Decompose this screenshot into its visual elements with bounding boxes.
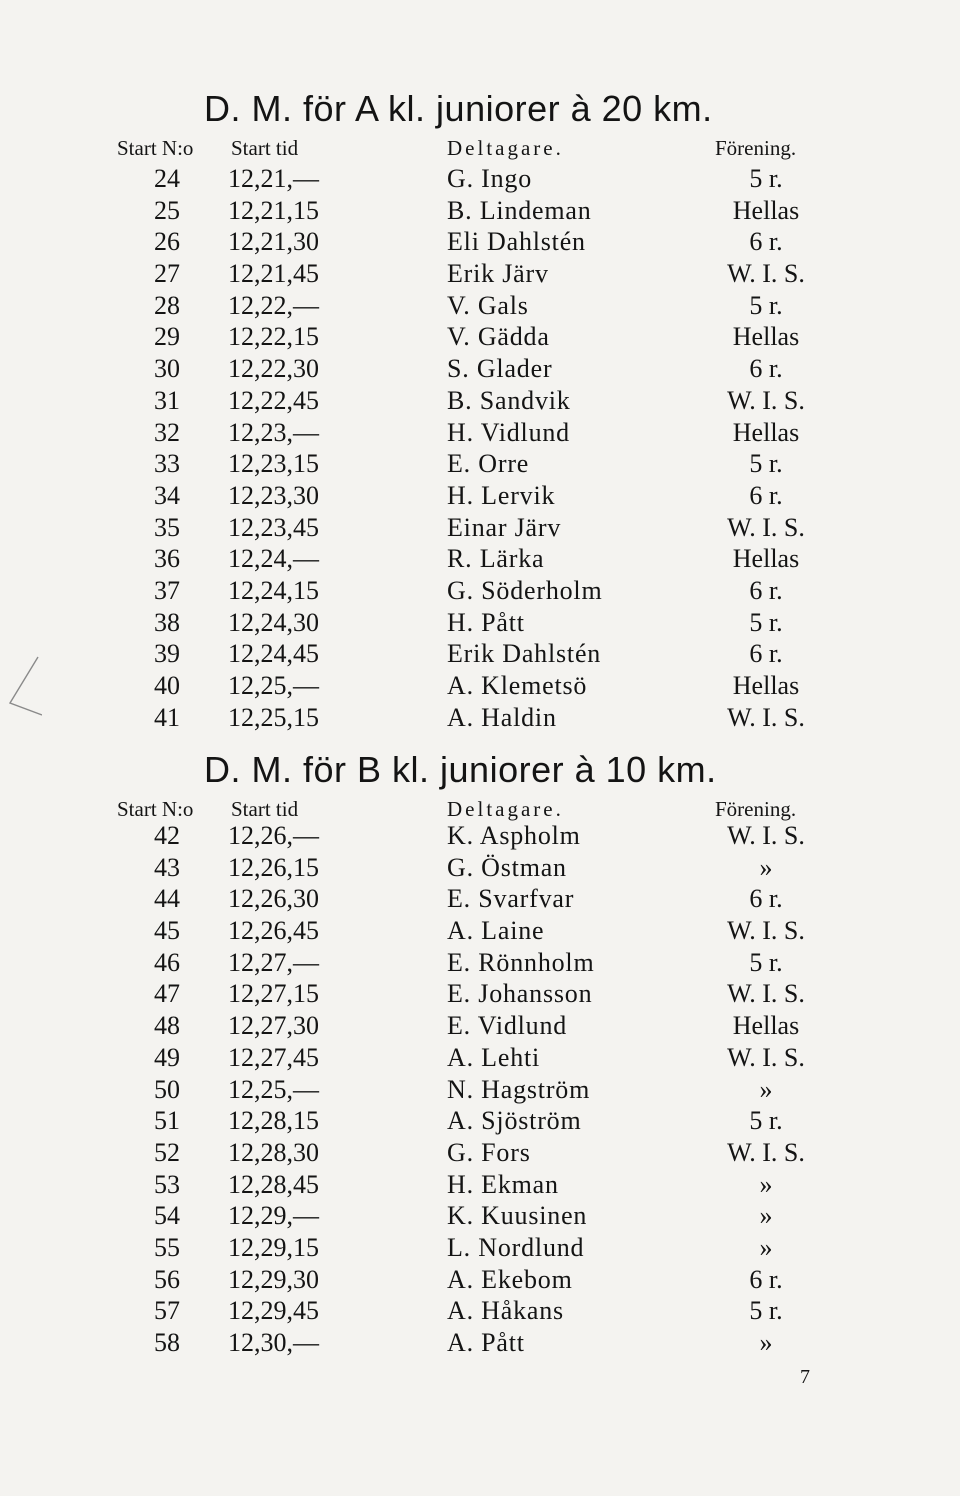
cell-deltagare: E. Svarfvar xyxy=(447,884,575,914)
table-row xyxy=(0,852,960,884)
cell-forening: 6 r. xyxy=(749,480,783,510)
table-row xyxy=(0,978,960,1010)
cell-forening: 5 r. xyxy=(749,1296,783,1326)
cell-deltagare: E. Rönnholm xyxy=(447,947,595,977)
cell-start-no: 44 xyxy=(154,884,180,914)
cell-deltagare: Erik Dahlstén xyxy=(447,639,602,669)
cell-deltagare: A. Klemetsö xyxy=(447,671,588,700)
cell-forening: Hellas xyxy=(732,417,800,447)
cell-forening: W. I. S. xyxy=(727,821,805,850)
cell-start-tid: 12,26,45 xyxy=(228,916,319,946)
table-row xyxy=(0,417,960,449)
cell-start-no: 32 xyxy=(154,417,180,447)
cell-deltagare: B. Lindeman xyxy=(447,195,592,225)
cell-forening: W. I. S. xyxy=(727,259,805,289)
cell-deltagare: G. Östman xyxy=(447,852,567,882)
cell-forening: W. I. S. xyxy=(727,979,805,1009)
cell-forening: 5 r. xyxy=(749,947,783,977)
cell-start-tid: 12,21,30 xyxy=(228,227,319,257)
cell-start-tid: 12,21,45 xyxy=(228,259,319,289)
cell-start-no: 40 xyxy=(154,671,180,700)
cell-start-tid: 12,25,— xyxy=(228,1074,319,1104)
table-row xyxy=(0,290,960,322)
cell-start-no: 35 xyxy=(154,512,180,542)
cell-forening: » xyxy=(759,1169,773,1199)
table-row xyxy=(0,702,960,734)
cell-deltagare: N. Hagström xyxy=(447,1074,591,1104)
header-start-no: Start N:o xyxy=(117,797,194,821)
cell-start-no: 27 xyxy=(154,259,180,289)
cell-start-tid: 12,21,15 xyxy=(228,195,319,225)
cell-start-no: 49 xyxy=(154,1042,180,1072)
cell-forening: W. I. S. xyxy=(727,916,805,946)
table-row xyxy=(0,163,960,195)
section-a-rows xyxy=(0,163,960,733)
cell-start-no: 36 xyxy=(154,544,180,574)
cell-start-tid: 12,22,45 xyxy=(228,385,319,415)
cell-start-tid: 12,22,30 xyxy=(228,354,319,384)
cell-start-tid: 12,24,30 xyxy=(228,607,319,637)
cell-start-tid: 12,25,15 xyxy=(228,702,319,732)
cell-start-tid: 12,24,— xyxy=(228,544,319,574)
cell-forening: 6 r. xyxy=(749,354,783,384)
cell-forening: 6 r. xyxy=(749,1264,783,1294)
table-row xyxy=(0,543,960,575)
page-number: 7 xyxy=(800,1366,810,1388)
table-row xyxy=(0,258,960,290)
table-row xyxy=(0,575,960,607)
cell-forening: 5 r. xyxy=(749,1106,783,1136)
header-start-no: Start N:o xyxy=(117,136,194,160)
cell-start-no: 42 xyxy=(154,821,180,850)
cell-start-no: 25 xyxy=(154,195,180,225)
table-row xyxy=(0,1105,960,1137)
table-row xyxy=(0,385,960,417)
table-row xyxy=(0,512,960,544)
table-row xyxy=(0,1169,960,1201)
cell-deltagare: A. Laine xyxy=(447,916,545,946)
table-row xyxy=(0,883,960,915)
cell-start-no: 53 xyxy=(154,1169,180,1199)
section-b-title: D. M. för B kl. juniorer à 10 km. xyxy=(204,749,717,790)
cell-deltagare: Erik Järv xyxy=(447,259,549,289)
table-row xyxy=(0,480,960,512)
cell-deltagare: H. Vidlund xyxy=(447,417,570,447)
cell-start-tid: 12,28,15 xyxy=(228,1106,319,1136)
cell-deltagare: Einar Järv xyxy=(447,512,562,542)
cell-forening: » xyxy=(759,852,773,882)
table-row xyxy=(0,226,960,258)
cell-start-no: 34 xyxy=(154,480,180,510)
cell-start-tid: 12,22,15 xyxy=(228,322,319,352)
cell-deltagare: K. Kuusinen xyxy=(447,1201,588,1231)
table-row xyxy=(0,195,960,227)
cell-forening: 6 r. xyxy=(749,575,783,605)
cell-start-no: 31 xyxy=(154,385,180,415)
cell-deltagare: G. Söderholm xyxy=(447,575,603,605)
table-row xyxy=(0,1327,960,1359)
cell-start-tid: 12,29,45 xyxy=(228,1296,319,1326)
cell-start-tid: 12,28,45 xyxy=(228,1169,319,1199)
cell-deltagare: G. Ingo xyxy=(447,164,533,193)
cell-deltagare: B. Sandvik xyxy=(447,385,571,415)
cell-start-tid: 12,24,45 xyxy=(228,639,319,669)
cell-deltagare: A. Lehti xyxy=(447,1042,541,1072)
cell-start-no: 43 xyxy=(154,852,180,882)
cell-start-no: 58 xyxy=(154,1328,180,1357)
cell-deltagare: G. Fors xyxy=(447,1137,531,1167)
cell-start-no: 28 xyxy=(154,290,180,320)
cell-deltagare: A. Pått xyxy=(447,1328,525,1357)
cell-deltagare: E. Orre xyxy=(447,449,530,479)
section-b-header-row xyxy=(0,797,960,821)
cell-forening: 5 r. xyxy=(749,164,783,193)
cell-start-tid: 12,26,30 xyxy=(228,884,319,914)
header-forening: Förening. xyxy=(715,797,797,821)
table-row xyxy=(0,638,960,670)
cell-start-tid: 12,29,30 xyxy=(228,1264,319,1294)
table-row xyxy=(0,321,960,353)
cell-start-tid: 12,27,30 xyxy=(228,1011,319,1041)
cell-forening: Hellas xyxy=(732,671,800,700)
table-row xyxy=(0,1042,960,1074)
table-row xyxy=(0,820,960,852)
cell-start-tid: 12,27,45 xyxy=(228,1042,319,1072)
cell-start-tid: 12,21,— xyxy=(228,164,319,193)
cell-forening: W. I. S. xyxy=(727,1137,805,1167)
section-a-header-row xyxy=(0,136,960,160)
cell-start-tid: 12,26,15 xyxy=(228,852,319,882)
table-row xyxy=(0,1200,960,1232)
cell-forening: 6 r. xyxy=(749,884,783,914)
table-row xyxy=(0,448,960,480)
cell-deltagare: H. Ekman xyxy=(447,1169,559,1199)
cell-start-no: 52 xyxy=(154,1137,180,1167)
cell-start-no: 24 xyxy=(154,164,180,193)
header-forening: Förening. xyxy=(715,136,797,160)
cell-forening: W. I. S. xyxy=(727,385,805,415)
cell-forening: 5 r. xyxy=(749,449,783,479)
cell-start-tid: 12,25,— xyxy=(228,671,319,700)
cell-deltagare: H. Lervik xyxy=(447,480,556,510)
cell-forening: W. I. S. xyxy=(727,1042,805,1072)
cell-deltagare: Eli Dahlstén xyxy=(447,227,586,257)
cell-start-tid: 12,29,— xyxy=(228,1201,319,1231)
table-row xyxy=(0,1295,960,1327)
cell-start-no: 39 xyxy=(154,639,180,669)
cell-forening: 6 r. xyxy=(749,227,783,257)
cell-start-no: 56 xyxy=(154,1264,180,1294)
cell-deltagare: S. Glader xyxy=(447,354,553,384)
cell-forening: » xyxy=(759,1074,773,1104)
cell-forening: Hellas xyxy=(732,544,800,574)
table-row xyxy=(0,353,960,385)
cell-deltagare: V. Gädda xyxy=(447,322,550,352)
table-row xyxy=(0,1010,960,1042)
cell-start-tid: 12,24,15 xyxy=(228,575,319,605)
cell-start-tid: 12,22,— xyxy=(228,290,319,320)
cell-forening: » xyxy=(759,1232,773,1262)
cell-deltagare: V. Gals xyxy=(447,290,529,320)
header-deltagare: Deltagare. xyxy=(447,797,564,821)
cell-start-no: 45 xyxy=(154,916,180,946)
cell-forening: Hellas xyxy=(732,322,800,352)
cell-deltagare: A. Sjöström xyxy=(447,1106,582,1136)
cell-start-no: 48 xyxy=(154,1011,180,1041)
cell-start-no: 30 xyxy=(154,354,180,384)
cell-start-no: 33 xyxy=(154,449,180,479)
cell-forening: » xyxy=(759,1201,773,1231)
table-row xyxy=(0,607,960,639)
cell-start-no: 57 xyxy=(154,1296,180,1326)
cell-start-no: 47 xyxy=(154,979,180,1009)
table-row xyxy=(0,1232,960,1264)
cell-forening: W. I. S. xyxy=(727,512,805,542)
cell-start-tid: 12,27,15 xyxy=(228,979,319,1009)
cell-deltagare: H. Pått xyxy=(447,607,525,637)
table-row xyxy=(0,1137,960,1169)
cell-start-tid: 12,26,— xyxy=(228,821,319,850)
cell-start-tid: 12,28,30 xyxy=(228,1137,319,1167)
header-deltagare: Deltagare. xyxy=(447,136,564,160)
cell-start-no: 29 xyxy=(154,322,180,352)
table-row xyxy=(0,915,960,947)
margin-pencil-mark xyxy=(2,655,42,719)
table-row xyxy=(0,1074,960,1106)
cell-start-no: 55 xyxy=(154,1232,180,1262)
table-row xyxy=(0,947,960,979)
cell-start-no: 38 xyxy=(154,607,180,637)
cell-forening: Hellas xyxy=(732,195,800,225)
cell-start-no: 46 xyxy=(154,947,180,977)
table-row xyxy=(0,1264,960,1296)
cell-start-tid: 12,30,— xyxy=(228,1328,319,1357)
cell-forening: 5 r. xyxy=(749,607,783,637)
cell-forening: 5 r. xyxy=(749,290,783,320)
cell-start-no: 54 xyxy=(154,1201,180,1231)
table-row xyxy=(0,670,960,702)
cell-deltagare: E. Johansson xyxy=(447,979,593,1009)
cell-start-tid: 12,23,45 xyxy=(228,512,319,542)
cell-deltagare: L. Nordlund xyxy=(447,1232,585,1262)
cell-deltagare: A. Ekebom xyxy=(447,1264,573,1294)
cell-start-tid: 12,29,15 xyxy=(228,1232,319,1262)
cell-forening: » xyxy=(759,1328,773,1357)
cell-deltagare: E. Vidlund xyxy=(447,1011,568,1041)
cell-start-no: 51 xyxy=(154,1106,180,1136)
section-a-title: D. M. för A kl. juniorer à 20 km. xyxy=(204,88,713,129)
cell-deltagare: A. Håkans xyxy=(447,1296,564,1326)
cell-start-tid: 12,23,15 xyxy=(228,449,319,479)
cell-start-tid: 12,23,— xyxy=(228,417,319,447)
header-start-tid: Start tid xyxy=(231,136,299,160)
cell-start-no: 37 xyxy=(154,575,180,605)
cell-deltagare: A. Haldin xyxy=(447,702,557,732)
cell-start-tid: 12,27,— xyxy=(228,947,319,977)
cell-forening: 6 r. xyxy=(749,639,783,669)
cell-deltagare: R. Lärka xyxy=(447,544,545,574)
cell-deltagare: K. Aspholm xyxy=(447,821,581,850)
cell-start-tid: 12,23,30 xyxy=(228,480,319,510)
cell-start-no: 26 xyxy=(154,227,180,257)
section-b-rows xyxy=(0,820,960,1359)
cell-forening: Hellas xyxy=(732,1011,800,1041)
cell-forening: W. I. S. xyxy=(727,702,805,732)
cell-start-no: 50 xyxy=(154,1074,180,1104)
header-start-tid: Start tid xyxy=(231,797,299,821)
cell-start-no: 41 xyxy=(154,702,180,732)
